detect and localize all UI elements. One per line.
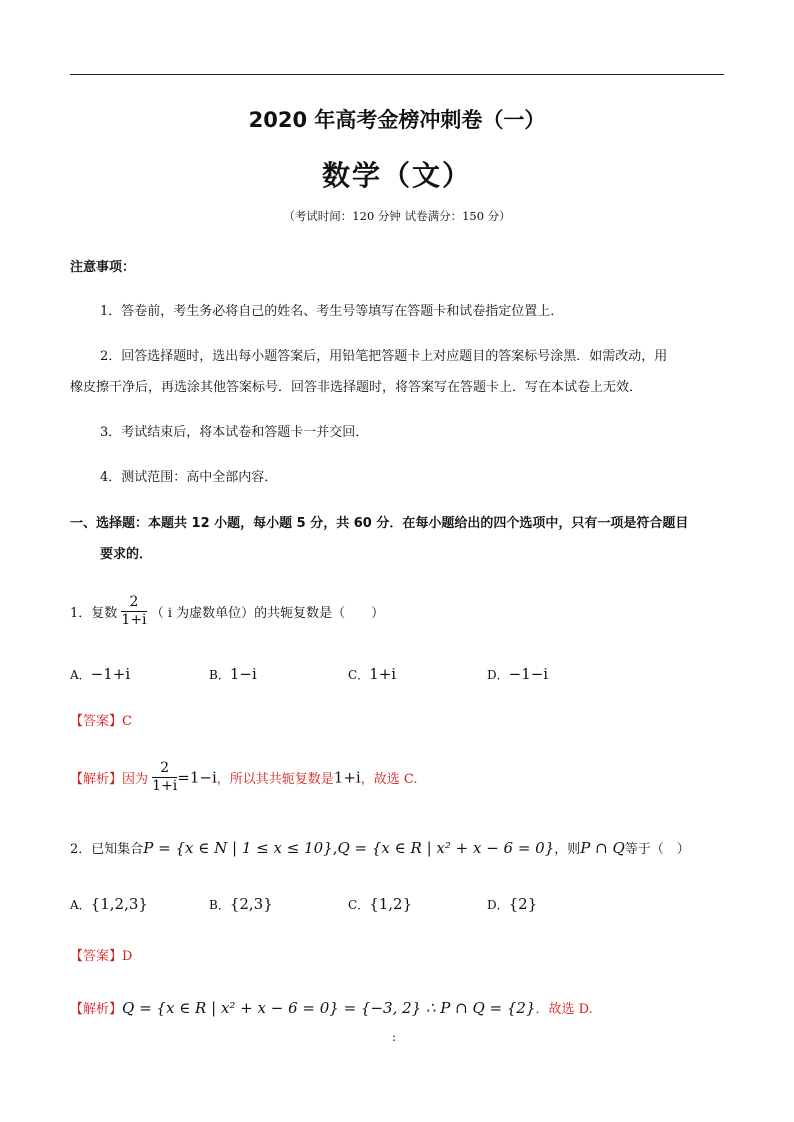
question-1 — [70, 594, 384, 629]
answer-value: C — [122, 714, 132, 729]
option-value: {1,2,3} — [90, 895, 148, 913]
q1-option-b — [209, 664, 257, 683]
option-label: A． — [70, 668, 91, 682]
notice-item-2-cont: 橡皮擦干净后，再选涂其他答案标号．回答非选择题时，将答案写在答题卡上．写在本试卷上无效． — [70, 380, 643, 395]
q1-frac-den: 1+i — [121, 612, 147, 628]
option-value: −1−i — [508, 665, 549, 683]
section-heading-cont: 要求的． — [100, 547, 153, 562]
q2-prefix: 2．已知集合 — [70, 842, 144, 857]
analysis-text: 因为 — [122, 772, 149, 787]
q1-option-a — [70, 664, 130, 683]
analysis-tag: 【解析】 — [70, 772, 123, 787]
section-heading: 一、选择题：本题共 12 小题，每小题 5 分，共 60 分．在每小题给出的四个选项中，只有一项是符合题目 — [70, 516, 689, 531]
analysis-frac-den: 1+i — [152, 778, 178, 794]
option-value: {2,3} — [229, 895, 273, 913]
exam-info: （考试时间：120 分钟 试卷满分：150 分） — [283, 209, 511, 223]
notice-heading: 注意事项： — [70, 260, 136, 275]
answer-tag: 【答案】 — [70, 949, 123, 964]
q2-answer — [70, 945, 132, 964]
option-value: {2} — [508, 895, 538, 913]
notice-item-2: 2．回答选择题时，选出每小题答案后，用铅笔把答题卡上对应题目的答案标号涂黑．如需改动，用 — [100, 349, 668, 364]
option-label: D． — [487, 668, 509, 682]
option-label: A． — [70, 898, 91, 912]
analysis-tag: 【解析】 — [70, 1002, 123, 1017]
analysis-frac-num: 2 — [152, 760, 177, 778]
question-2 — [70, 838, 690, 857]
option-label: D． — [487, 898, 509, 912]
q1-frac-num: 2 — [121, 594, 146, 612]
q1-fraction — [121, 594, 146, 629]
option-label: C． — [348, 668, 370, 682]
q2-set-q: Q = {x ∈ R | x² + x − 6 = 0} — [337, 839, 555, 857]
answer-value: D — [122, 949, 133, 964]
q1-prefix: 1．复数 — [70, 606, 118, 621]
q2-set-p: P = {x ∈ N | 1 ≤ x ≤ 10} — [143, 839, 333, 857]
q2-option-c — [348, 894, 412, 913]
paper-title: 2020 年高考金榜冲刺卷（一） — [248, 108, 546, 132]
analysis-text: ，所以其共轭复数是 — [216, 772, 334, 787]
q1-option-c — [348, 664, 396, 683]
q1-analysis — [70, 760, 417, 795]
q2-then: ，则 — [554, 842, 581, 857]
notice-item-4: 4．测试范围：高中全部内容． — [100, 470, 278, 485]
q2-option-a — [70, 894, 148, 913]
option-value: 1−i — [229, 665, 257, 683]
page-mark: : — [392, 1030, 397, 1044]
header-rule — [70, 74, 724, 75]
option-label: B． — [209, 898, 230, 912]
q2-separator: , — [332, 839, 338, 857]
q1-suffix: （ i 为虚数单位）的共轭复数是（ ） — [150, 606, 385, 621]
option-label: C． — [348, 898, 370, 912]
analysis-text: ．故选 D. — [535, 1002, 593, 1017]
notice-item-1: 1．答卷前，考生务必将自己的姓名、考生号等填写在答题卡和试卷指定位置上． — [100, 304, 564, 319]
q2-suffix: 等于（ ） — [624, 842, 690, 857]
q2-option-d — [487, 894, 537, 913]
q2-analysis — [70, 998, 593, 1017]
analysis-equation: Q = {x ∈ R | x² + x − 6 = 0} = {−3, 2} ∴ P ∩ Q = {2} — [122, 999, 536, 1017]
option-value: −1+i — [90, 665, 131, 683]
q1-answer — [70, 710, 132, 729]
option-value: 1+i — [369, 665, 397, 683]
analysis-fraction — [152, 760, 177, 795]
option-value: {1,2} — [369, 895, 413, 913]
answer-tag: 【答案】 — [70, 714, 123, 729]
subject-title: 数学（文） — [321, 159, 472, 192]
q2-option-b — [209, 894, 273, 913]
notice-item-3: 3．考试结束后，将本试卷和答题卡一并交回． — [100, 425, 369, 440]
option-label: B． — [209, 668, 230, 682]
analysis-text: ，故选 C. — [360, 772, 418, 787]
analysis-value: 1+i — [333, 768, 361, 787]
analysis-equation: =1−i — [177, 768, 217, 787]
q1-option-d — [487, 664, 548, 683]
q2-expression: P ∩ Q — [580, 839, 625, 857]
